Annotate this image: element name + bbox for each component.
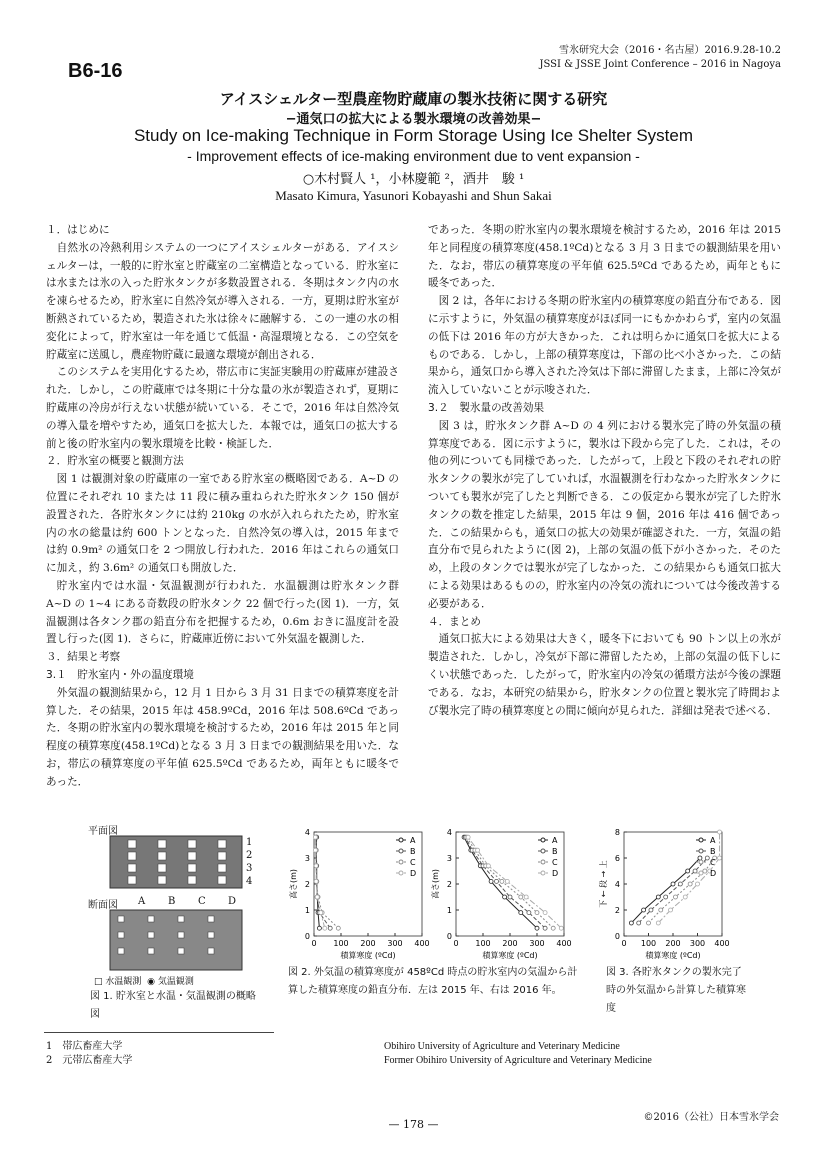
left-column [46, 222, 399, 788]
figure-2-caption: 図 2. 外気温の積算寒度が 458ºCd 時点の貯氷室内の気温から計算した積算寒度の鉛直分布．左は 2015 年、右は 2016 年。 [288, 967, 578, 996]
x-tick-label: 400 [714, 939, 730, 948]
paragraph: このシステムを実用化するため，帯広市に実証実験用の貯蔵庫が建設された．しかし，この貯蔵庫では冬期に十分な量の氷が製造されず，夏期に貯蔵庫の冷房が行えない状態が続いている．そこで，2016 年は自然冷気の導入量を増やすため，通気口を拡大した．本報では，通気口の拡大する前と後の貯氷室内の製氷環境を比較・検証した． [46, 366, 399, 450]
section-heading: ４．まとめ [428, 615, 481, 628]
data-point-C [688, 882, 692, 886]
data-point-B [705, 856, 709, 860]
conference-ja: 雪氷研究大会（2016・名古屋）2016.9.28-10.2 [559, 45, 781, 56]
legend-marker [399, 860, 403, 864]
legend-label: D [710, 869, 717, 878]
data-point-B [678, 882, 682, 886]
y-axis-label: 下 ← 段 → 上 [599, 860, 608, 908]
paragraph: 外気温の観測結果から，12 月 1 日から 3 月 31 日までの積算寒度を計算した．その結果，2015 年は 458.9ºCd，2016 年は 508.6ºCd であった．冬期の貯氷室内の製氷環境を検討するため，2016 年は 2015 年と同程度の積算寒度(458.1ºCd)となる 3 月 3 日までの観測結果を用いた．なお，帯広の積算寒度の平年値 625.5ºCd であるため，両年ともに暖冬であった． [46, 686, 399, 788]
subsection-heading: 3.２ 製氷量の改善効果 [428, 401, 545, 414]
data-point-D [718, 856, 722, 860]
data-point-D [314, 879, 318, 883]
figure-3-caption: 図 3. 各貯氷タンクの製氷完了時の外気温から計算した積算寒度 [606, 967, 746, 1014]
subtitle-ja: −通気口の拡大による製氷環境の改善効果− [285, 112, 542, 127]
data-point-A [642, 908, 646, 912]
series-line-A [631, 858, 700, 923]
legend-marker [699, 838, 703, 842]
legend-label: B [710, 847, 716, 856]
data-point-D [656, 921, 660, 925]
x-tick-label: 300 [529, 939, 545, 948]
data-point-B [495, 879, 499, 883]
data-point-A [671, 882, 675, 886]
page-number: — 178 — [388, 1118, 439, 1131]
y-tick-label: 2 [304, 880, 310, 889]
x-tick-label: 100 [640, 939, 657, 948]
data-point-C [500, 879, 504, 883]
data-point-D [313, 835, 317, 839]
paragraph: 通気口拡大による効果は大きく，暖冬下においても 90 トン以上の氷が製造された．しかし，冷気が下部に滞留したため，上部の気温の低下しにくい状態であった．したがって，貯氷室内の冷気の循環方法が今後の課題である．なお，本研究の結果から，貯氷タンクの位置と製氷完了時間および製氷完了時の積算寒度との間に傾向が見られた．詳細は発表で述べる． [428, 633, 781, 717]
legend-label: C [710, 858, 716, 867]
data-point-C [703, 869, 707, 873]
x-axis-label: 積算寒度 (ºCd) [482, 951, 538, 960]
paragraph: であった．冬期の貯氷室内の製氷環境を検討するため，2016 年は 2015 年と同程度の積算寒度(458.1ºCd)となる 3 月 3 日までの観測結果を用いた．なお，帯広の積算寒度の平年値 625.5ºCd であるため，両年ともに暖冬であった． [428, 224, 781, 290]
legend-marker [699, 849, 703, 853]
col-label-b: B [168, 896, 176, 907]
legend-marker [541, 871, 545, 875]
paragraph: 図 1 は観測対象の貯蔵庫の一室である貯氷室の概略図である．A~D の位置にそれぞれ 10 または 11 段に積み重ねられた貯氷タンク 150 個が設置された．各貯氷タンクには約 210kg の水が入れられたため，貯氷室内の水の総量は約 600 トンとなった．自然冷気の導入は，2015 年までは約 0.9m² の通気口を 2 つ開放し行われた．2016 年はこれらの通気口に加え，約 3.6m² の通気口も開放した． [46, 473, 399, 575]
legend-label: D [410, 869, 417, 878]
legend-marker [399, 838, 403, 842]
x-tick-label: 100 [333, 939, 349, 948]
x-tick-label: 400 [414, 939, 430, 948]
plot-frame [456, 832, 564, 936]
data-point-B [527, 911, 531, 915]
data-point-A [489, 879, 493, 883]
data-point-D [543, 911, 547, 915]
paper-code: B6-16 [68, 60, 123, 82]
y-tick-label: 2 [614, 906, 620, 915]
data-point-D [466, 835, 470, 839]
data-point-C [535, 911, 539, 915]
data-point-A [686, 869, 690, 873]
data-point-A [317, 926, 321, 930]
data-point-A [503, 895, 507, 899]
fig1-legend: □ 水温観測 ◉ 気温観測 [94, 977, 194, 987]
x-tick-label: 0 [311, 939, 317, 948]
y-tick-label: 0 [304, 932, 310, 941]
series-line-B [639, 858, 708, 923]
legend-marker [541, 838, 545, 842]
x-axis-label: 積算寒度 (ºCd) [645, 951, 701, 960]
legend-marker [541, 849, 545, 853]
data-point-B [664, 895, 668, 899]
data-point-C [519, 895, 523, 899]
plan-label: 平面図 [88, 826, 118, 837]
data-point-D [313, 848, 317, 852]
data-point-D [669, 908, 673, 912]
paragraph: 図 2 は，各年における冬期の貯氷室内の積算寒度の鉛直分布である．図に示すように，外気温の積算寒度がほぼ同一にもかかわらず，室内の気温の低下は 2016 年の方が大きかった．これは明らかに通気口を拡大によるものである．しかし，上部の積算寒度は，下部の比べ小さかった．この結果から，通気口から導入された冷気は下部に滞留したまま，上部に冷気が流入していないことが示唆された． [428, 295, 781, 397]
title-ja: アイスシェルター型農産物貯蔵庫の製氷技術に関する研究 [219, 90, 608, 108]
data-point-B [328, 926, 332, 930]
data-point-B [508, 895, 512, 899]
x-tick-label: 200 [665, 939, 681, 948]
data-point-C [647, 921, 651, 925]
subsection-heading: 3.１ 貯氷室内・外の温度環境 [46, 668, 194, 681]
conference-info [539, 44, 781, 72]
authors-en: Masato Kimura, Yasunori Kobayashi and Shun Sakai [275, 188, 552, 203]
legend-label: A [410, 836, 416, 845]
section-label: 断面図 [88, 900, 118, 911]
y-tick-label: 8 [614, 828, 620, 837]
y-axis-label: 高さ(m) [431, 868, 440, 900]
data-point-D [314, 864, 318, 868]
x-tick-label: 0 [453, 939, 459, 948]
data-point-B [649, 908, 653, 912]
data-point-C [673, 895, 677, 899]
y-tick-label: 0 [446, 932, 452, 941]
row-labels: 1 2 3 4 [246, 837, 253, 887]
data-point-D [486, 864, 490, 868]
x-tick-label: 200 [502, 939, 518, 948]
data-point-D [524, 895, 528, 899]
x-axis-label: 積算寒度 (ºCd) [340, 951, 396, 960]
data-point-D [696, 882, 700, 886]
legend-label: C [552, 858, 558, 867]
affiliations-ja: 1 帯広畜産大学 2 元帯広畜産大学 [46, 1041, 133, 1066]
data-point-B [637, 921, 641, 925]
figure-2-right-chart [430, 826, 570, 962]
legend-label: B [410, 847, 416, 856]
title-en: Study on Ice-making Technique in Form Storage Using Ice Shelter System [133, 126, 694, 145]
figure-3-chart [598, 826, 728, 962]
x-tick-label: 200 [360, 939, 376, 948]
data-point-A [519, 911, 523, 915]
y-tick-label: 3 [304, 854, 310, 863]
y-tick-label: 6 [614, 854, 620, 863]
data-point-A [629, 921, 633, 925]
y-tick-label: 1 [446, 906, 452, 915]
legend-marker [699, 860, 703, 864]
x-tick-label: 300 [387, 939, 403, 948]
legend-label: A [710, 836, 716, 845]
legend-label: D [552, 869, 559, 878]
y-tick-label: 0 [614, 932, 620, 941]
subtitle-en: - Improvement effects of ice-making environment due to vent expansion - [187, 148, 640, 164]
col-label-c: C [198, 896, 206, 907]
data-point-D [319, 911, 323, 915]
authors-ja: ○木村賢人 ¹，小林慶範 ²，酒井 駿 ¹ [302, 172, 525, 187]
data-point-D [559, 926, 563, 930]
series-line-C [649, 858, 715, 923]
col-label-a: A [138, 896, 146, 907]
y-tick-label: 4 [304, 828, 310, 837]
data-point-D [476, 848, 480, 852]
x-tick-label: 400 [556, 939, 572, 948]
y-tick-label: 2 [446, 880, 452, 889]
data-point-C [551, 926, 555, 930]
y-tick-label: 3 [446, 854, 452, 863]
data-point-A [698, 856, 702, 860]
data-point-B [543, 926, 547, 930]
legend-marker [399, 871, 403, 875]
y-tick-label: 4 [614, 880, 620, 889]
affiliations-en: Obihiro University of Agriculture and Veterinary Medicine Former Obihiro University of Agriculture and Veterinary Medicine [384, 1041, 652, 1066]
legend-marker [699, 871, 703, 875]
data-point-D [505, 879, 509, 883]
legend-marker [399, 849, 403, 853]
data-point-C [336, 926, 340, 930]
y-axis-label: 高さ(m) [289, 868, 298, 900]
right-column [428, 222, 781, 720]
data-point-D [315, 895, 319, 899]
x-tick-label: 100 [475, 939, 491, 948]
figure-2-left-chart [288, 826, 428, 962]
section-heading: １．はじめに [46, 224, 110, 236]
legend-label: C [410, 858, 416, 867]
copyright: ©2016（公社）日本雪氷学会 [643, 1112, 779, 1123]
conference-en: JSSI & JSSE Joint Conference – 2016 in Nagoya [539, 59, 781, 70]
data-point-B [693, 869, 697, 873]
data-point-D [718, 830, 722, 834]
figure-1-caption: 図 1. 貯氷室と水温・気温観測の概略図 [90, 991, 256, 1020]
y-tick-label: 4 [446, 828, 452, 837]
paragraph: 自然氷の冷熱利用システムの一つにアイスシェルターがある．アイスシェルターは，一般的に貯氷室と貯蔵室の二室構造となっている．貯氷室には水または氷の入った貯氷タンクが多数設置される．冬期はタンク内の水を凍らせるため，貯氷室に自然冷気が導入される．一方，夏期は貯氷室が断熱されているため，製造された氷は徐々に融解する．この一連の水の相変化によって，貯氷室は一年を通じて低温・高湿環境となる．この空気を貯蔵室に送風し，農産物貯蔵に最適な環境が創出される． [46, 241, 399, 361]
col-label-d: D [228, 896, 237, 907]
legend-label: B [552, 847, 558, 856]
legend-label: A [552, 836, 558, 845]
data-point-D [323, 926, 327, 930]
legend-marker [541, 860, 545, 864]
plot-frame [314, 832, 422, 936]
x-tick-label: 300 [689, 939, 706, 948]
paragraph: 貯氷室内では水温・気温観測が行われた．水温観測は貯氷タンク群 A~D の 1~4 にある奇数段の貯氷タンク 22 個で行った(図 1)．一方，気温観測は各タンク郡の鉛直分布を把握するため，0.6m おきに温度計を設置し行った(図 1)．さらに，貯蔵庫近傍において外気温を観測した． [46, 579, 399, 646]
data-point-A [656, 895, 660, 899]
paragraph: 図 3 は，貯氷タンク群 A~D の 4 列における製氷完了時の外気温の積算寒度である．図に示すように，製氷は下段から完了した．これは，その他の列についても同様であった．したがって，上段と下段のそれぞれの貯氷タンクの製氷が完了していれば，水温観測を行わなかった貯氷タンクについても製氷が完了したと判断できる．この仮定から製氷が完了した貯氷タンクの数を推定した結果，2015 年は 9 個，2016 年は 416 個であった．この結果からも，通気口の拡大の効果が確認された．一方，気温の鉛直分布で見られたように(図 2)，上部の気温の低下が小さかった．そのため，上段のタンクでは製氷が完了しなかった．この結果からも通気口拡大による効果はあるものの，貯氷室内の冷気の流れについては今後改善する必要がある． [428, 419, 781, 610]
data-point-A [535, 926, 539, 930]
y-tick-label: 1 [304, 906, 310, 915]
data-point-C [659, 908, 663, 912]
data-point-D [683, 895, 687, 899]
section-heading: ３．結果と考察 [46, 651, 121, 664]
footnote-divider [44, 1032, 274, 1033]
x-tick-label: 0 [621, 939, 627, 948]
section-heading: ２．貯氷室の概要と観測方法 [46, 455, 184, 468]
